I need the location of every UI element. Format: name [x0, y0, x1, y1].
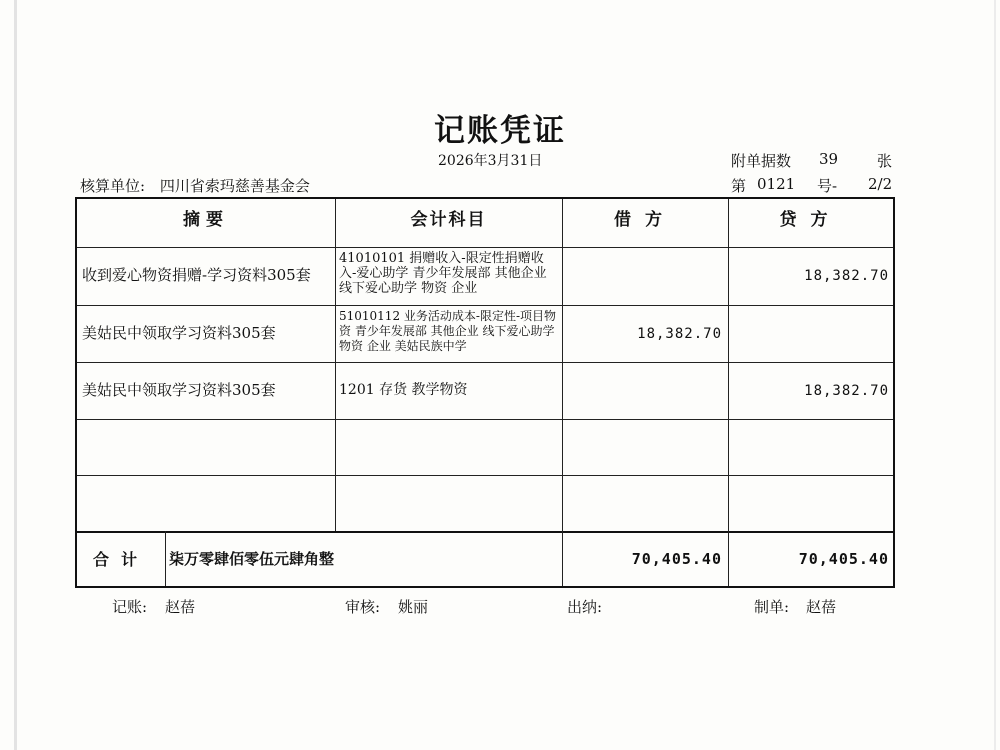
accounting-unit-name: 四川省索玛慈善基金会: [159, 177, 310, 195]
header-credit: 贷方: [779, 210, 842, 230]
row-3-summary: 美姑民中领取学习资料305套: [82, 381, 276, 399]
attachment-number: 39: [819, 150, 839, 168]
voucher-number-suffix: 号-: [817, 177, 838, 195]
bookkeeper-name: 赵蓓: [165, 598, 196, 616]
voucher-title: 记账凭证: [434, 113, 566, 149]
table-rule: [77, 475, 893, 476]
column-rule-total: [165, 531, 166, 586]
table-rule: [77, 247, 893, 248]
accounting-unit-label: 核算单位:: [80, 177, 146, 195]
row-1-summary: 收到爱心物资捐赠-学习资料305套: [82, 266, 311, 284]
table-rule: [77, 305, 893, 306]
voucher-number-value: 0121: [757, 175, 796, 193]
row-2-account: 51010112 业务活动成本-限定性-项目物资 青少年发展部 其他企业 线下爱心助学 物资 企业 美姑民族中学: [339, 309, 557, 353]
attachment-unit: 张: [877, 152, 893, 170]
voucher-number-prefix: 第: [731, 177, 747, 195]
total-in-words: 柒万零肆佰零伍元肆角整: [169, 550, 335, 568]
row-1-account: 41010101 捐赠收入-限定性捐赠收入-爱心助学 青少年发展部 其他企业 线下爱心助学 物资 企业: [339, 251, 547, 296]
table-rule: [77, 362, 893, 363]
column-rule: [335, 199, 336, 531]
row-1-credit: 18,382.70: [804, 268, 889, 284]
row-2-debit: 18,382.70: [637, 326, 722, 342]
table-rule: [77, 419, 893, 420]
header-account: 会计科目: [410, 210, 487, 230]
voucher-table: [75, 197, 895, 588]
preparer-label: 制单:: [754, 598, 790, 616]
cashier-label: 出纳:: [567, 598, 603, 616]
preparer-name: 赵蓓: [806, 598, 837, 616]
attachment-label: 附单据数: [731, 152, 792, 170]
table-rule-total: [77, 531, 893, 533]
auditor-name: 姚丽: [398, 598, 429, 616]
row-3-account: 1201 存货 教学物资: [339, 382, 468, 398]
voucher-page: 2/2: [868, 175, 893, 193]
total-debit: 70,405.40: [631, 550, 722, 568]
column-rule: [562, 199, 563, 586]
header-summary: 摘要: [183, 210, 229, 230]
bookkeeper-label: 记账:: [112, 598, 148, 616]
auditor-label: 审核:: [345, 598, 381, 616]
header-debit: 借方: [614, 210, 676, 230]
voucher-date: 2026年3月31日: [438, 153, 543, 169]
total-credit: 70,405.40: [798, 550, 889, 568]
row-3-credit: 18,382.70: [804, 383, 889, 399]
accounting-unit: [80, 175, 310, 196]
total-label: 合计: [92, 550, 149, 569]
row-2-summary: 美姑民中领取学习资料305套: [82, 324, 276, 342]
